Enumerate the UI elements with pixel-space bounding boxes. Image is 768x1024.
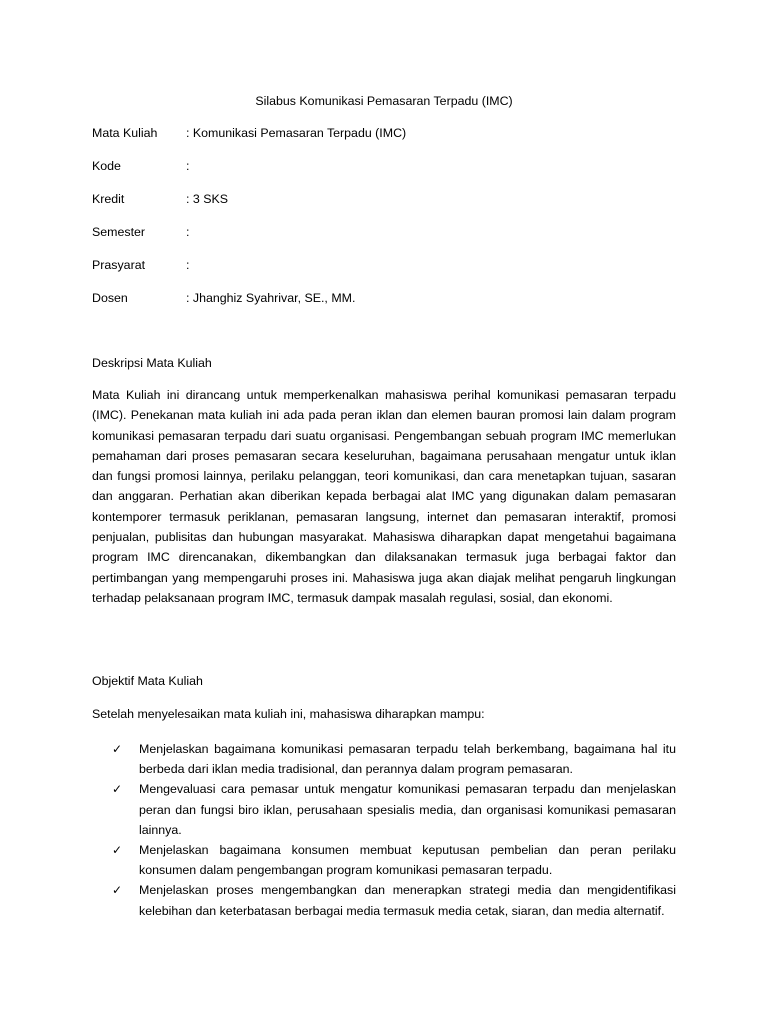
list-item	[92, 739, 676, 779]
info-label: Mata Kuliah	[92, 126, 158, 140]
info-label: Prasyarat	[92, 258, 146, 272]
document-title: Silabus Komunikasi Pemasaran Terpadu (IMC)	[255, 94, 513, 108]
info-label: Dosen	[92, 291, 128, 305]
list-item	[92, 779, 676, 840]
list-item-text: Menjelaskan bagaimana konsumen membuat keputusan pembelian dan peran perilaku konsumen dalam pengembangan program komunikasi pemasaran terpadu.	[139, 843, 676, 878]
list-item	[92, 880, 676, 920]
info-label: Kredit	[92, 192, 125, 206]
info-value: :	[186, 225, 190, 239]
objectives-list	[92, 739, 676, 921]
check-icon: ✓	[112, 742, 123, 756]
description-heading: Deskripsi Mata Kuliah	[92, 356, 212, 370]
info-value: :	[186, 159, 190, 173]
info-value: : 3 SKS	[186, 192, 229, 206]
list-item-text: Mengevaluasi cara pemasar untuk mengatur komunikasi pemasaran terpadu dan menjelaskan peran dan fungsi biro iklan, perusahaan spesialis media, dan organisasi komunikasi pemasaran lainnya.	[139, 782, 676, 837]
list-item-text: Menjelaskan bagaimana komunikasi pemasaran terpadu telah berkembang, bagaimana hal itu berbeda dari iklan media tradisional, dan perannya dalam program pemasaran.	[139, 742, 676, 777]
description-text: Mata Kuliah ini dirancang untuk memperkenalkan mahasiswa perihal komunikasi pemasaran terpadu (IMC). Penekanan mata kuliah ini ada pada peran iklan dan elemen bauran promosi lain dalam program komunikasi pemasaran terpadu dari suatu organisasi. Pengembangan sebuah program IMC memerlukan pemahaman dari proses pemasaran secara keseluruhan, bagaimana perusahaan mengatur untuk iklan dan fungsi promosi lainnya, perilaku pelanggan, teori komunikasi, dan cara menetapkan tujuan, sasaran dan anggaran. Perhatian akan diberikan kepada berbagai alat IMC yang digunakan dalam pemasaran kontemporer termasuk periklanan, pemasaran langsung, internet dan pemasaran interaktif, promosi penjualan, publisitas dan hubungan masyarakat. Mahasiswa diharapkan dapat mengetahui bagaimana program IMC direncanakan, dikembangkan dan dilaksanakan termasuk juga berbagai faktor dan pertimbangan yang mempengaruhi proses ini. Mahasiswa juga akan diajak melihat pengaruh lingkungan terhadap pelaksanaan program IMC, termasuk dampak masalah regulasi, sosial, dan ekonomi.	[92, 388, 676, 605]
check-icon: ✓	[112, 883, 123, 898]
list-item	[92, 840, 676, 880]
objectives-heading: Objektif Mata Kuliah	[92, 674, 203, 688]
info-label: Kode	[92, 159, 121, 173]
check-icon: ✓	[112, 843, 123, 858]
list-item-text: Menjelaskan proses mengembangkan dan menerapkan strategi media dan mengidentifikasi kelebihan dan keterbatasan berbagai media termasuk media cetak, siaran, dan media alternatif.	[139, 883, 676, 918]
info-value: :	[186, 258, 190, 272]
info-label: Semester	[92, 225, 146, 239]
check-icon: ✓	[112, 782, 123, 797]
info-value: : Jhanghiz Syahrivar, SE., MM.	[186, 291, 356, 305]
objectives-intro: Setelah menyelesaikan mata kuliah ini, mahasiswa diharapkan mampu:	[92, 707, 485, 721]
info-value: : Komunikasi Pemasaran Terpadu (IMC)	[186, 126, 407, 140]
